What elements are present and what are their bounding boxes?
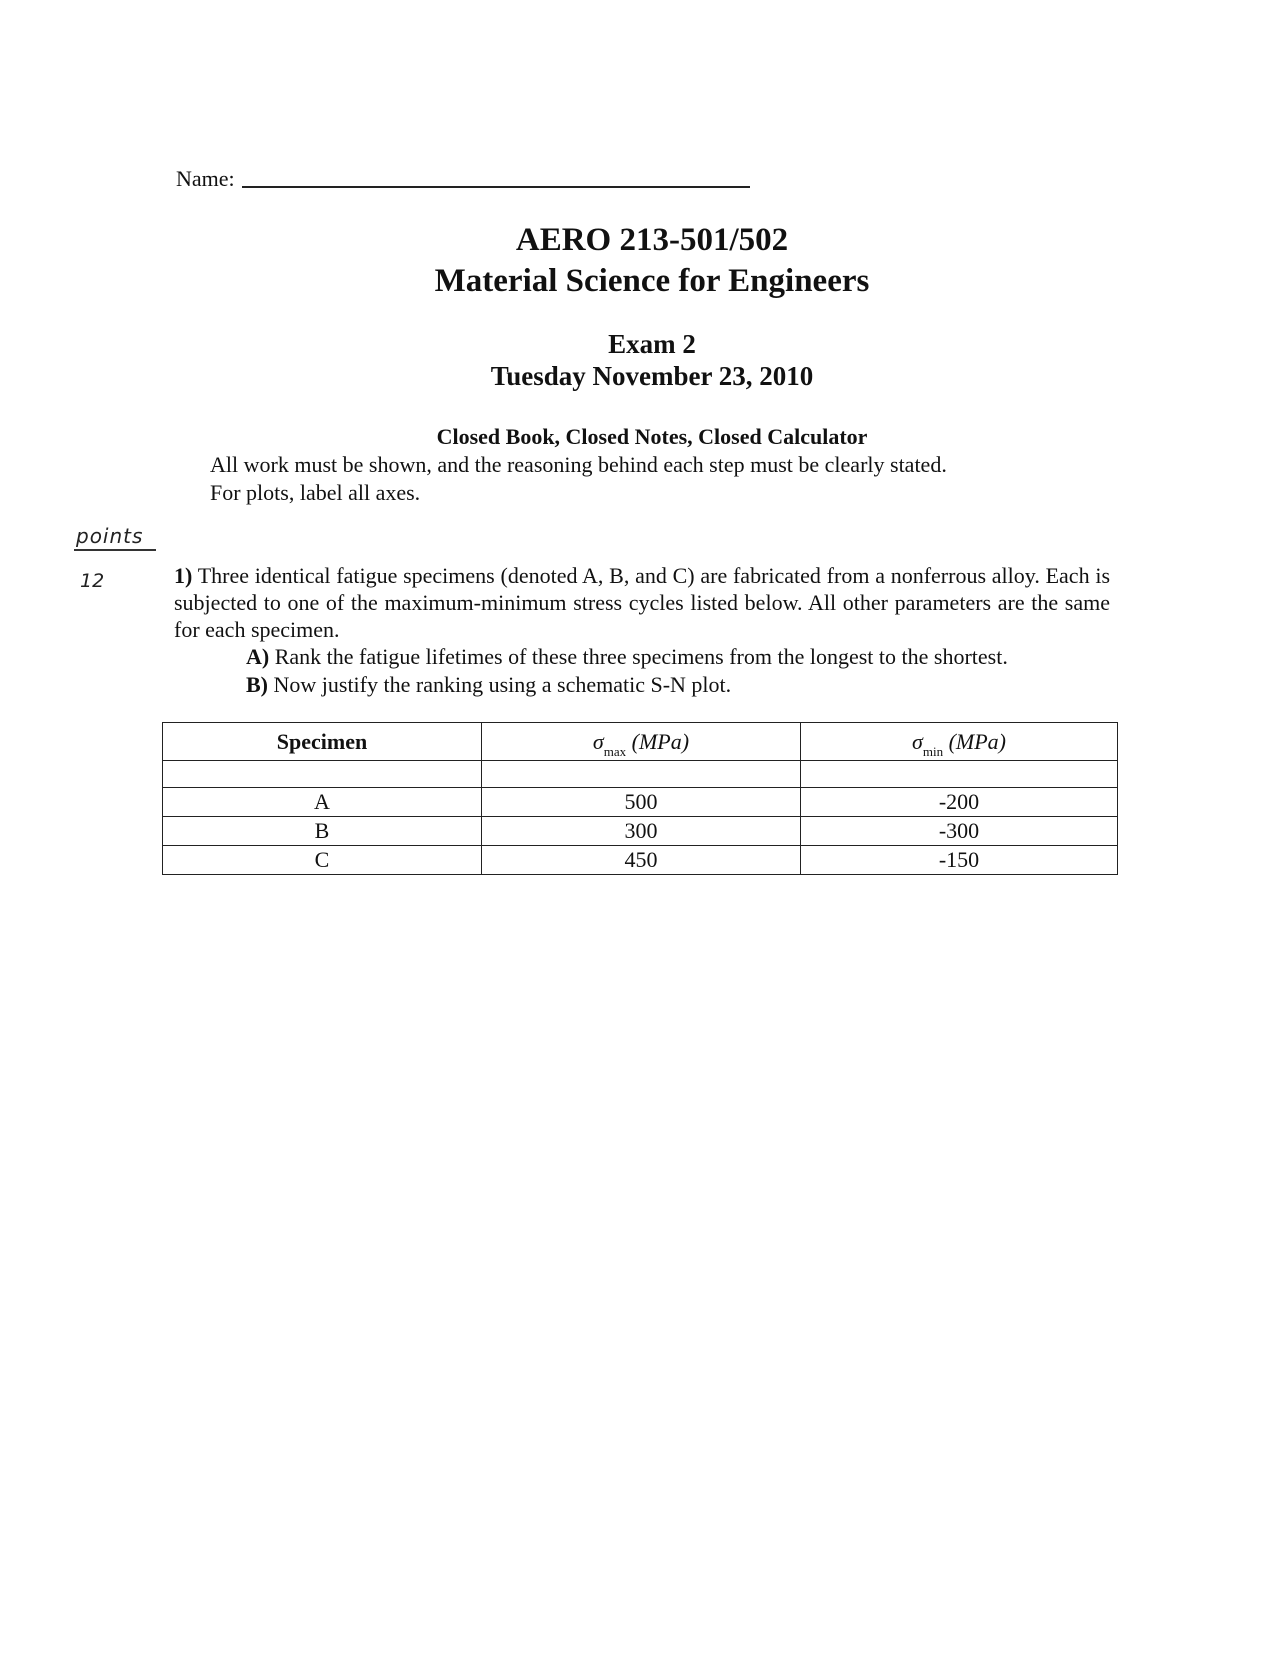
question-part-b: [246, 672, 731, 698]
table-row: [163, 846, 1118, 875]
instruction-rule: For plots, label all axes.: [210, 480, 421, 505]
instruction-rule: All work must be shown, and the reasoning behind each step must be clearly stated.: [210, 452, 947, 477]
name-blank-line: [242, 186, 750, 188]
exam-date: Tuesday November 23, 2010: [490, 361, 814, 391]
sigma-max-cell: 300: [482, 817, 801, 846]
exam-name: Exam 2: [608, 329, 696, 359]
table-header-row: [163, 723, 1118, 761]
table-cell: [163, 761, 482, 788]
part-a-text: Rank the fatigue lifetimes of these three specimens from the longest to the shortest.: [274, 644, 1008, 669]
name-label: Name:: [176, 166, 235, 191]
course-title: Material Science for Engineers: [434, 263, 870, 299]
handwritten-question-points: 12: [80, 570, 105, 592]
table-cell: [801, 761, 1118, 788]
header-sigma-min: [801, 723, 1118, 761]
sigma-symbol: σ: [911, 728, 923, 754]
sigma-max-cell: 500: [482, 788, 801, 817]
table-blank-row: [163, 761, 1118, 788]
sigma-symbol: σ: [592, 728, 604, 754]
table-cell: [482, 761, 801, 788]
table-row: [163, 788, 1118, 817]
sigma-min-cell: -300: [801, 817, 1118, 846]
specimen-cell: C: [163, 846, 482, 875]
table-row: [163, 817, 1118, 846]
sigma-max-cell: 450: [482, 846, 801, 875]
specimen-cell: B: [163, 817, 482, 846]
handwritten-underline: [74, 549, 156, 551]
handwritten-points-label: points: [76, 524, 144, 548]
unit-label: (MPa): [948, 728, 1006, 754]
question-body: Three identical fatigue specimens (denoted A, B, and C) are fabricated from a nonferrous alloy. Each is subjected to one of the maximum-minimum stress cycles listed below. All other parameters are the same for each specimen.: [174, 563, 1111, 642]
specimen-cell: A: [163, 788, 482, 817]
unit-label: (MPa): [631, 728, 690, 754]
stress-cycle-table: [162, 722, 1118, 875]
header-specimen: Specimen: [163, 723, 482, 761]
header-sigma-max: [482, 723, 801, 761]
question-number: 1): [174, 563, 193, 588]
rules-heading: Closed Book, Closed Notes, Closed Calculator: [436, 424, 868, 449]
min-subscript: min: [922, 743, 944, 759]
question-part-a: [246, 644, 1008, 670]
question-1-text: [174, 562, 1110, 643]
part-b-label: B): [246, 672, 268, 697]
course-code: AERO 213-501/502: [515, 222, 789, 258]
part-a-label: A): [246, 644, 270, 669]
part-b-text: Now justify the ranking using a schematic S-N plot.: [273, 672, 732, 697]
max-subscript: max: [603, 743, 627, 759]
sigma-min-cell: -200: [801, 788, 1118, 817]
sigma-min-cell: -150: [801, 846, 1118, 875]
